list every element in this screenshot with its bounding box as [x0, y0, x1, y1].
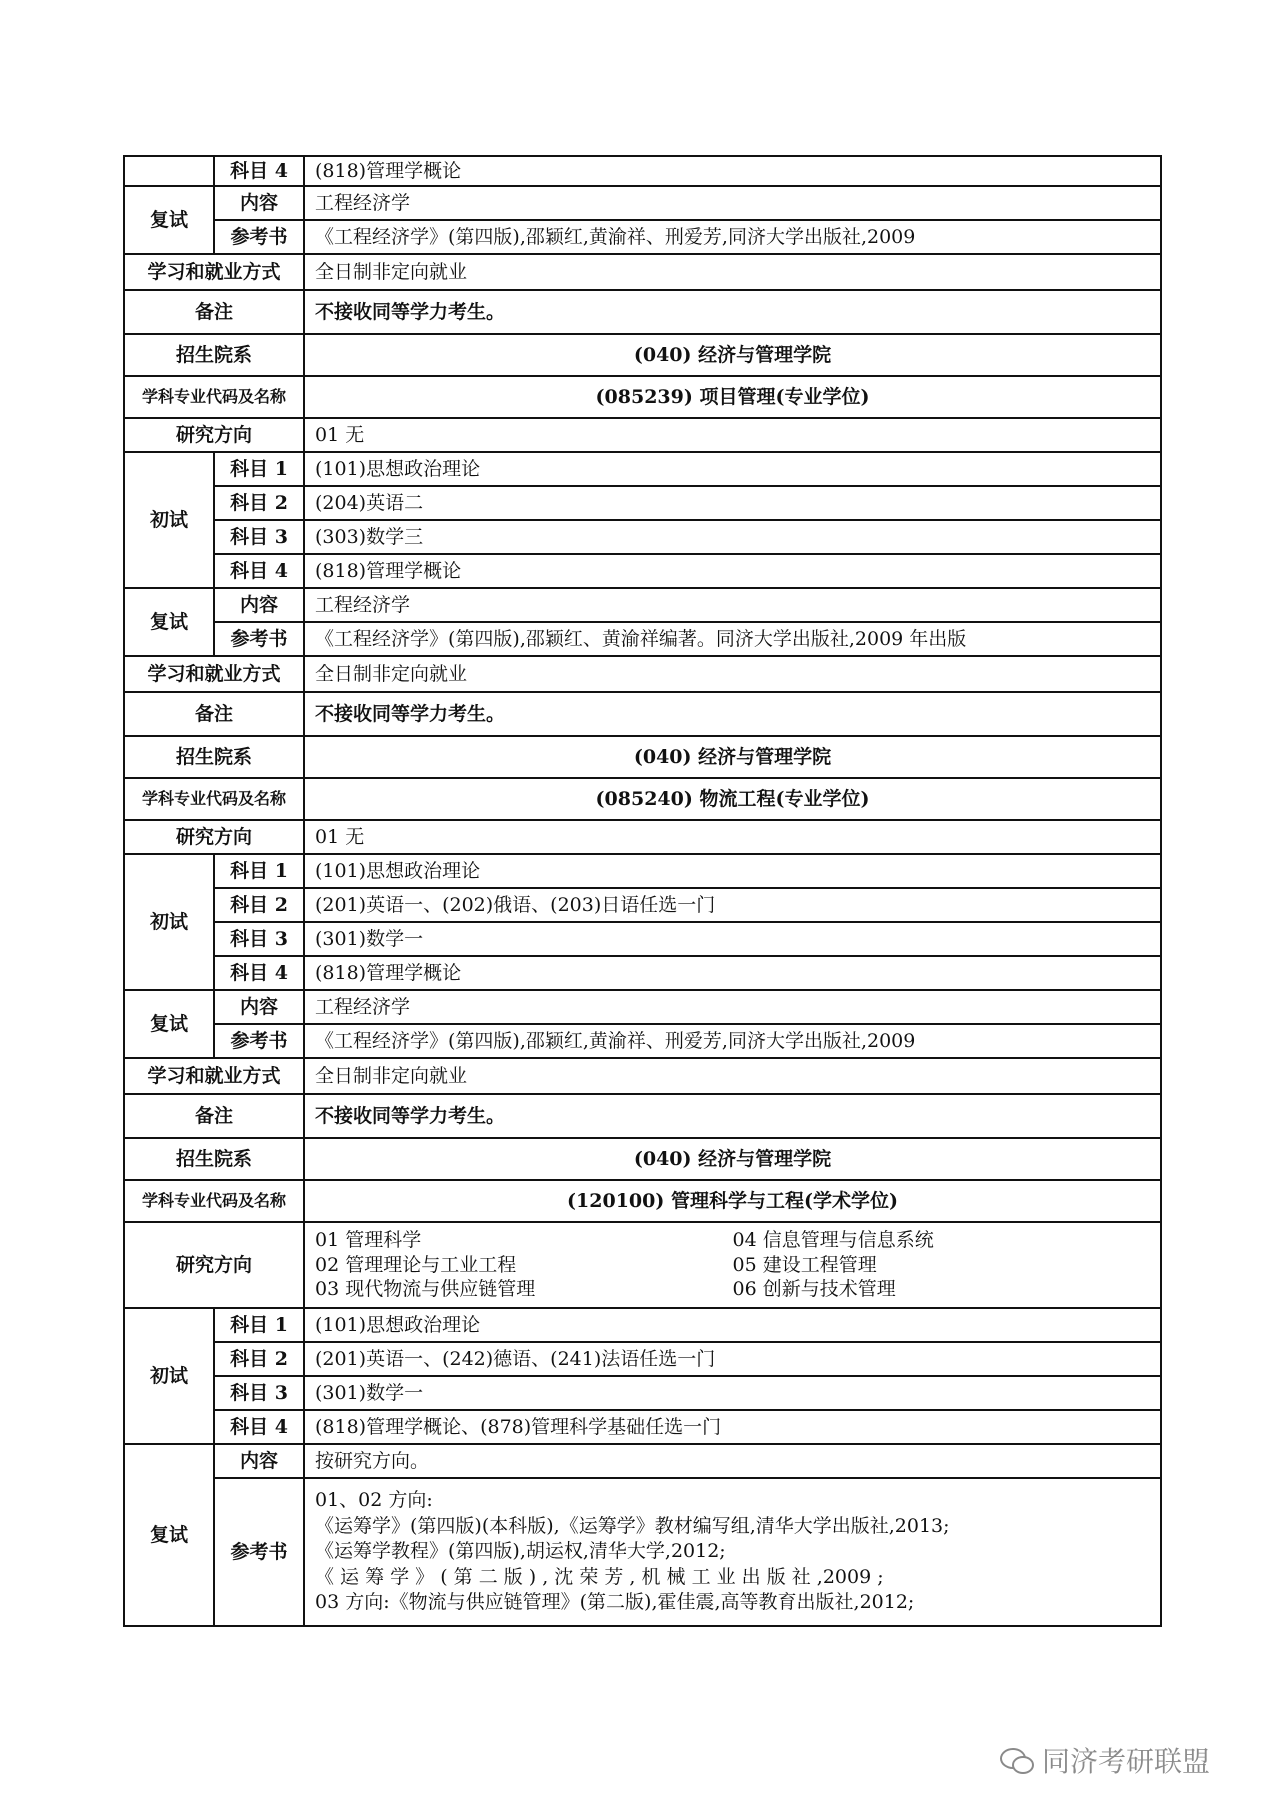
subject4-label: 科目 4 — [214, 1410, 304, 1444]
subject2-label: 科目 2 — [214, 486, 304, 520]
direction-label: 研究方向 — [124, 418, 304, 452]
subject1-label: 科目 1 — [214, 854, 304, 888]
table-row — [124, 156, 1161, 186]
p3-direction-list — [304, 1222, 1161, 1308]
p3-subject4-value: (818)管理学概论、(878)管理科学基础任选一门 — [304, 1410, 1161, 1444]
direction-item: 02 管理理论与工业工程 — [315, 1253, 517, 1276]
major-code-label: 学科专业代码及名称 — [124, 1180, 304, 1222]
direction-item: 03 现代物流与供应链管理 — [315, 1278, 536, 1301]
p1-department-value: (040) 经济与管理学院 — [304, 334, 1161, 376]
top-subject4-value: (818)管理学概论 — [304, 156, 1161, 186]
table-row — [124, 220, 1161, 254]
table-row — [124, 588, 1161, 622]
direction-item: 06 创新与技术管理 — [732, 1278, 896, 1301]
table-row — [124, 820, 1161, 854]
direction-item: 04 信息管理与信息系统 — [732, 1228, 934, 1251]
p1-subject4-value: (818)管理学概论 — [304, 554, 1161, 588]
direction-label: 研究方向 — [124, 820, 304, 854]
p1-content-value: 工程经济学 — [304, 588, 1161, 622]
top-study-mode-value: 全日制非定向就业 — [304, 254, 1161, 290]
major-code-label: 学科专业代码及名称 — [124, 778, 304, 820]
remarks-label: 备注 — [124, 692, 304, 736]
table-row — [124, 922, 1161, 956]
refbook-line: 《 运 筹 学 》 ( 第 二 版 ) , 沈 荣 芳 , 机 械 工 业 出 版 社 ,2009 ; — [315, 1565, 884, 1588]
watermark-text: 同济考研联盟 — [1042, 1745, 1211, 1778]
subject1-label: 科目 1 — [214, 1308, 304, 1342]
prelim-label: 初试 — [124, 1308, 214, 1444]
department-label: 招生院系 — [124, 736, 304, 778]
refbook-line: 《运筹学教程》(第四版),胡运权,清华大学,2012; — [315, 1540, 726, 1563]
p1-major-value: (085239) 项目管理(专业学位) — [304, 376, 1161, 418]
table-row — [124, 334, 1161, 376]
table-row — [124, 452, 1161, 486]
table-row — [124, 520, 1161, 554]
table-row — [124, 1342, 1161, 1376]
top-refbook-value: 《工程经济学》(第四版),邵颖红,黄渝祥、刑爱芳,同济大学出版社,2009 — [304, 220, 1161, 254]
remarks-label: 备注 — [124, 290, 304, 334]
subject1-label: 科目 1 — [214, 452, 304, 486]
table-row — [124, 418, 1161, 452]
subject4-label: 科目 4 — [214, 554, 304, 588]
p2-subject2-value: (201)英语一、(202)俄语、(203)日语任选一门 — [304, 888, 1161, 922]
study-mode-label: 学习和就业方式 — [124, 254, 304, 290]
retest-label: 复试 — [124, 1444, 214, 1626]
p1-refbook-value: 《工程经济学》(第四版),邵颖红、黄渝祥编著。同济大学出版社,2009 年出版 — [304, 622, 1161, 656]
refbook-line: 03 方向:《物流与供应链管理》(第二版),霍佳震,高等教育出版社,2012; — [315, 1591, 915, 1614]
p1-subject1-value: (101)思想政治理论 — [304, 452, 1161, 486]
p2-content-value: 工程经济学 — [304, 990, 1161, 1024]
major-code-label: 学科专业代码及名称 — [124, 376, 304, 418]
p1-subject2-value: (204)英语二 — [304, 486, 1161, 520]
refbook-label: 参考书 — [214, 1478, 304, 1626]
p2-study-mode-value: 全日制非定向就业 — [304, 1058, 1161, 1094]
table-row — [124, 692, 1161, 736]
table-row — [124, 254, 1161, 290]
p2-remarks-value: 不接收同等学力考生。 — [304, 1094, 1161, 1138]
content-label: 内容 — [214, 588, 304, 622]
p1-study-mode-value: 全日制非定向就业 — [304, 656, 1161, 692]
refbook-label: 参考书 — [214, 220, 304, 254]
subject3-label: 科目 3 — [214, 520, 304, 554]
p2-subject1-value: (101)思想政治理论 — [304, 854, 1161, 888]
department-label: 招生院系 — [124, 1138, 304, 1180]
direction-label: 研究方向 — [124, 1222, 304, 1308]
refbook-label: 参考书 — [214, 622, 304, 656]
p3-department-value: (040) 经济与管理学院 — [304, 1138, 1161, 1180]
table-row — [124, 1478, 1161, 1626]
table-row — [124, 1444, 1161, 1478]
subject2-label: 科目 2 — [214, 888, 304, 922]
content-label: 内容 — [214, 1444, 304, 1478]
table-row — [124, 1024, 1161, 1058]
subject4-label: 科目 4 — [214, 956, 304, 990]
p3-refbook-list — [304, 1478, 1161, 1626]
p2-major-value: (085240) 物流工程(专业学位) — [304, 778, 1161, 820]
table-row — [124, 1094, 1161, 1138]
retest-label: 复试 — [124, 588, 214, 656]
prelim-label: 初试 — [124, 854, 214, 990]
p1-subject3-value: (303)数学三 — [304, 520, 1161, 554]
p1-remarks-value: 不接收同等学力考生。 — [304, 692, 1161, 736]
refbook-line: 01、02 方向: — [315, 1488, 433, 1511]
p2-refbook-value: 《工程经济学》(第四版),邵颖红,黄渝祥、刑爱芳,同济大学出版社,2009 — [304, 1024, 1161, 1058]
top-remarks-value: 不接收同等学力考生。 — [304, 290, 1161, 334]
retest-label: 复试 — [124, 990, 214, 1058]
table-row — [124, 1410, 1161, 1444]
content-label: 内容 — [214, 186, 304, 220]
refbook-line: 《运筹学》(第四版)(本科版),《运筹学》教材编写组,清华大学出版社,2013; — [315, 1514, 950, 1537]
table-row — [124, 376, 1161, 418]
top-content-value: 工程经济学 — [304, 186, 1161, 220]
subject4-label: 科目 4 — [214, 156, 304, 186]
p3-subject1-value: (101)思想政治理论 — [304, 1308, 1161, 1342]
study-mode-label: 学习和就业方式 — [124, 656, 304, 692]
table-row — [124, 554, 1161, 588]
p2-subject3-value: (301)数学一 — [304, 922, 1161, 956]
remarks-label: 备注 — [124, 1094, 304, 1138]
study-mode-label: 学习和就业方式 — [124, 1058, 304, 1094]
table-row — [124, 956, 1161, 990]
subject3-label: 科目 3 — [214, 1376, 304, 1410]
p3-subject3-value: (301)数学一 — [304, 1376, 1161, 1410]
p2-subject4-value: (818)管理学概论 — [304, 956, 1161, 990]
retest-label: 复试 — [124, 186, 214, 254]
wechat-icon — [1000, 1746, 1034, 1774]
table-row — [124, 778, 1161, 820]
p3-content-value: 按研究方向。 — [304, 1444, 1161, 1478]
table-row — [124, 656, 1161, 692]
p3-major-value: (120100) 管理科学与工程(学术学位) — [304, 1180, 1161, 1222]
table-row — [124, 854, 1161, 888]
watermark — [1000, 1740, 1210, 1780]
direction-item: 05 建设工程管理 — [732, 1253, 877, 1276]
table-row — [124, 290, 1161, 334]
direction-item: 01 管理科学 — [315, 1228, 422, 1251]
table-row — [124, 1138, 1161, 1180]
table-row — [124, 888, 1161, 922]
p2-direction-value: 01 无 — [304, 820, 1161, 854]
subject2-label: 科目 2 — [214, 1342, 304, 1376]
table-row — [124, 1222, 1161, 1308]
admissions-table — [123, 155, 1162, 1627]
prelim-label: 初试 — [124, 452, 214, 588]
table-row — [124, 1308, 1161, 1342]
refbook-label: 参考书 — [214, 1024, 304, 1058]
p2-department-value: (040) 经济与管理学院 — [304, 736, 1161, 778]
table-row — [124, 990, 1161, 1024]
content-label: 内容 — [214, 990, 304, 1024]
table-row — [124, 486, 1161, 520]
department-label: 招生院系 — [124, 334, 304, 376]
table-row — [124, 186, 1161, 220]
blank-cell — [124, 156, 214, 186]
subject3-label: 科目 3 — [214, 922, 304, 956]
p1-direction-value: 01 无 — [304, 418, 1161, 452]
table-row — [124, 622, 1161, 656]
table-row — [124, 1376, 1161, 1410]
table-row — [124, 1058, 1161, 1094]
p3-subject2-value: (201)英语一、(242)德语、(241)法语任选一门 — [304, 1342, 1161, 1376]
table-row — [124, 736, 1161, 778]
table-row — [124, 1180, 1161, 1222]
